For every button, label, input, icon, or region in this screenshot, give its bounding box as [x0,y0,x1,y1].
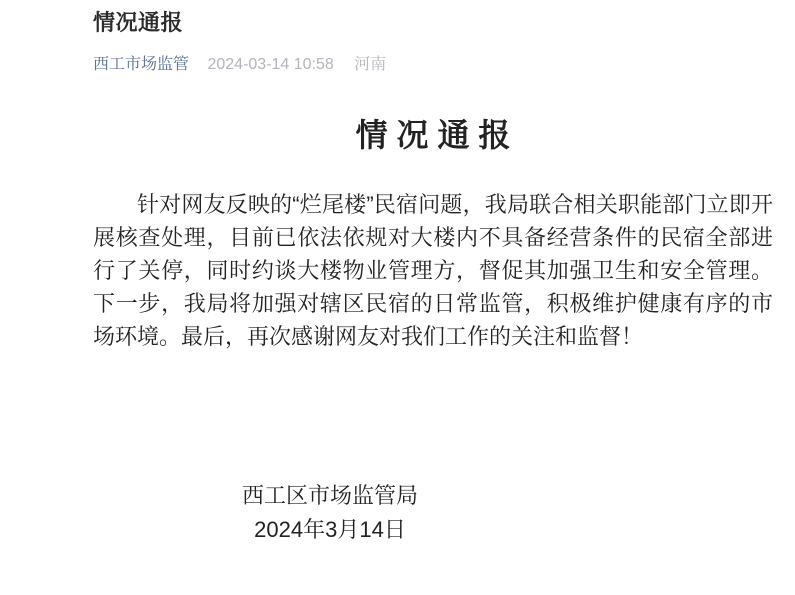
account-name-link[interactable]: 西工市场监管 [93,56,190,73]
article-title: 情 况 通 报 [355,117,511,153]
publish-location: 河南 [354,56,387,73]
article-paragraph: 针对网友反映的“烂尾楼”民宿问题，我局联合相关职能部门立即开展核查处理，目前已依法依规对大楼内不具备经营条件的民宿全部进行了关停，同时约谈大楼物业管理方，督促其加强卫生和安全管理。下一步，我局将加强对辖区民宿的日常监管，积极维护健康有序的市场环境。最后，再次感谢网友对我们工作的关注和监督！ [93,192,773,349]
page-title: 情况通报 [93,10,184,35]
signature-date: 2024年3月14日 [254,517,406,542]
article-meta [93,54,773,76]
signature-org: 西工区市场监管局 [241,483,418,508]
signature-block [93,479,567,547]
publish-time: 2024-03-14 10:58 [207,56,334,73]
article-content [93,8,773,547]
